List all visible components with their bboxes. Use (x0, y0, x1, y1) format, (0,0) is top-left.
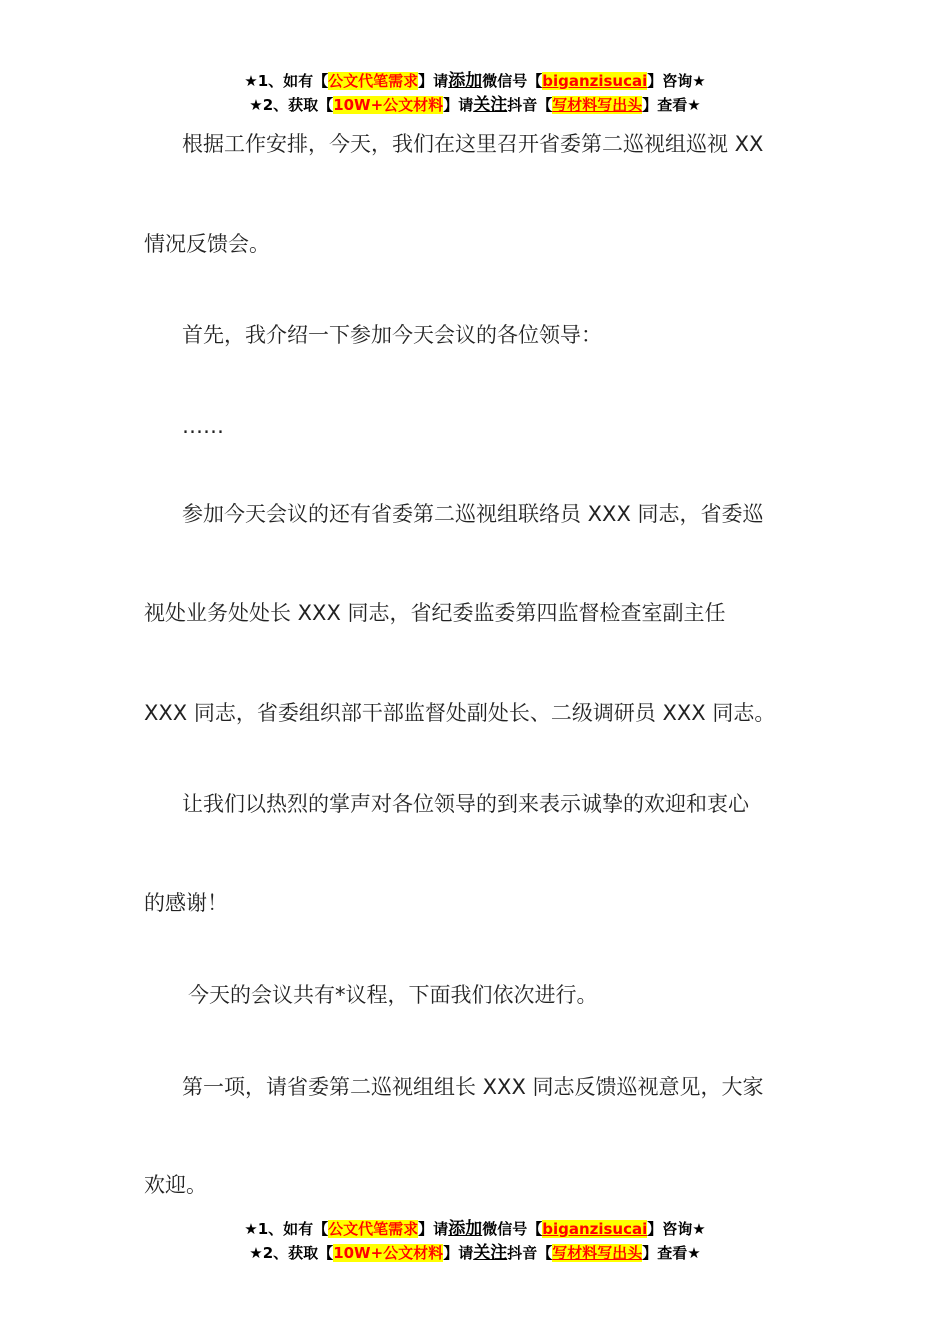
banner-text: 抖音【 (507, 1244, 553, 1262)
emphasis-text: 关注 (473, 1243, 508, 1263)
banner-line-2 (0, 93, 950, 117)
banner-text: 】咨询★ (647, 72, 706, 90)
banner-text: 微信号【 (482, 1220, 543, 1238)
paragraph-line: 的感谢！ (144, 891, 228, 915)
paragraph-line: XXX 同志，省委组织部干部监督处副处长、二级调研员 XXX 同志。 (144, 701, 776, 725)
banner-text: ★2、获取【 (249, 1244, 334, 1262)
banner-text: 】请 (418, 72, 449, 90)
footer-banner (0, 1217, 950, 1265)
emphasis-text: 添加 (448, 71, 483, 91)
header-banner (0, 69, 950, 117)
paragraph-line: 首先，我介绍一下参加今天会议的各位领导： (182, 323, 602, 347)
banner-text: ★2、获取【 (249, 96, 334, 114)
banner-text: 】查看★ (642, 96, 701, 114)
banner-text: 】请 (418, 1220, 449, 1238)
paragraph-line: 今天的会议共有*议程，下面我们依次进行。 (188, 983, 598, 1007)
emphasis-text: 关注 (473, 95, 508, 115)
paragraph-line: 让我们以热烈的掌声对各位领导的到来表示诚挚的欢迎和衷心 (182, 792, 749, 816)
banner-text: 】请 (443, 96, 474, 114)
douyin-account: 写材料写出头 (552, 1244, 643, 1262)
paragraph-line: 欢迎。 (144, 1173, 207, 1197)
banner-text: ★1、如有【 (244, 1220, 329, 1238)
paragraph-line: 情况反馈会。 (144, 232, 270, 256)
wechat-id: biganzisucai (542, 72, 648, 90)
douyin-account: 写材料写出头 (552, 96, 643, 114)
paragraph-line: 视处业务处处长 XXX 同志，省纪委监委第四监督检查室副主任 (144, 601, 726, 625)
paragraph-line: 第一项，请省委第二巡视组组长 XXX 同志反馈巡视意见，大家 (182, 1075, 764, 1099)
highlight-text: 公文代笔需求 (328, 72, 419, 90)
highlight-text: 公文代笔需求 (328, 1220, 419, 1238)
paragraph-line: 参加今天会议的还有省委第二巡视组联络员 XXX 同志，省委巡 (182, 502, 764, 526)
wechat-id: biganzisucai (542, 1220, 648, 1238)
paragraph-line: 根据工作安排，今天，我们在这里召开省委第二巡视组巡视 XX (182, 132, 764, 156)
banner-text: ★1、如有【 (244, 72, 329, 90)
banner-line-1 (0, 1217, 950, 1241)
banner-line-1 (0, 69, 950, 93)
banner-text: 】咨询★ (647, 1220, 706, 1238)
banner-text: 抖音【 (507, 96, 553, 114)
banner-text: 】查看★ (642, 1244, 701, 1262)
emphasis-text: 添加 (448, 1219, 483, 1239)
banner-text: 微信号【 (482, 72, 543, 90)
banner-text: 】请 (443, 1244, 474, 1262)
highlight-text: 10W+公文材料 (333, 1244, 444, 1262)
banner-line-2 (0, 1241, 950, 1265)
paragraph-line: …… (182, 414, 224, 438)
highlight-text: 10W+公文材料 (333, 96, 444, 114)
